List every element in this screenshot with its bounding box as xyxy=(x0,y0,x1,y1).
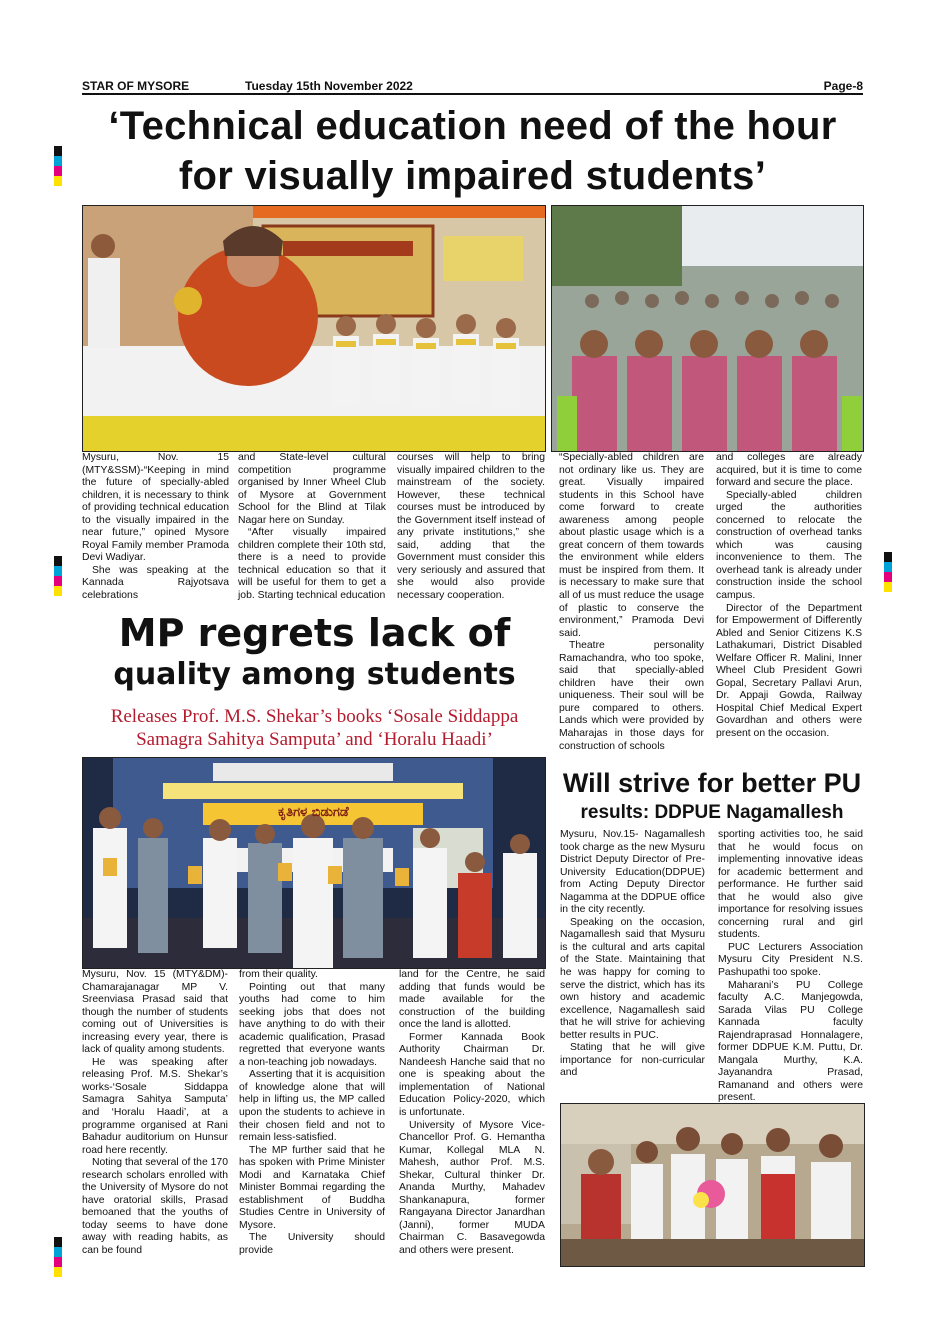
story1-headline xyxy=(82,101,863,201)
stage-photo-illustration xyxy=(83,206,545,451)
registration-bar-middle-left xyxy=(54,556,62,596)
story3-headline-line2: results: DDPUE Nagamallesh xyxy=(580,802,844,823)
story3-column-1: Mysuru, Nov.15- Nagamallesh took charge as the new Mysuru District Deputy Director of Pre-University Education(DDPUE) from Acting Deputy Director Nagamma at the DDPUE office in the city recently. Speaking on the occasion, Nagamallesh said that Mysuru is the cultural and arts capital of the State. Maintaining that he was happy for coming to serve the district, which has its own history and academic excellence, Nagamallesh said that he will strive for achieving better results in PUC. Stating that he will give importance for non-curricular and xyxy=(560,829,705,1079)
masthead-rule xyxy=(82,93,863,95)
registration-bar-bottom xyxy=(54,1237,62,1277)
story3-photo-handover xyxy=(560,1103,865,1267)
registration-bar-middle-right xyxy=(884,552,892,592)
masthead-paper-name: STAR OF MYSORE xyxy=(82,79,190,93)
story2-photo-book-release xyxy=(82,757,546,969)
story2-column-3: land for the Centre, he said adding that funds would be made available for the construction of the building once the land is allotted. Former Kannada Book Authority Chairman Dr. Nandeesh Hanche said that no one is speaking about the implementation of National Education Policy-2020, which is unfortunate. University of Mysore Vice-Chancellor Prof. G. Hemantha Kumar, Kollegal MLA N. Mahesh, author Prof. M.S. Shekar, Cultural thinker Dr. Ananda Murthy, Mahadev Shankanapura, former Rangayana Director Janardhan (Janni), former MUDA Chairman C. Basavegowda and others were present. xyxy=(399,969,545,1257)
story1-headline-line1: ‘Technical education need of the hour xyxy=(108,104,837,148)
story1-column-2: and State-level cultural competition programme organised by Inner Wheel Club of Mysore at Government School for the Blind at Tilak Nagar here on Sunday. “After visually impaired children complete their 10th std, there is a need to provide technical education so that it will be useful for them to get a job. Starting technical education xyxy=(238,452,386,602)
story1-headline-line2: for visually impaired students’ xyxy=(178,154,767,198)
story1-photo-audience xyxy=(551,205,864,452)
story3-headline-line1: Will strive for better PU xyxy=(562,768,862,798)
story2-column-1: Mysuru, Nov. 15 (MTY&DM)-Chamarajanagar MP V. Sreenviasa Prasad said that though the number of students coming out of Universities is increasing every year, there is lack of quality among students. He was speaking after releasing Prof. M.S. Shekar’s works-‘Sosale Siddappa Samagra Sahitya Samputa’ and ‘Horalu Haadi’, at a programme organised at Rani Bahadur auditorium on Hunsur road here recently. Noting that several of the 170 research scholars enrolled with the University of Mysore do not have oratorial skills, Prasad bemoaned that the youths of today seems to have done away with reading habits, as can be found xyxy=(82,969,228,1257)
registration-bar-top xyxy=(54,146,62,186)
story1-column-4: “Specially-abled children are not ordinary like us. They are great. Visually impaired students in this School have come forward to create awareness among people about plastic usage which is a great concern of them towards the environment while elders must be inspired from them. It is necessary to make sure that all of us must reduce the usage of plastic to conserve the environment,” Pramoda Devi said. Theatre personality Ramachandra, who too spoke, said that specially-abled children have their own uniqueness. Their soul will be pure compared to others. Lands which were provided by Maharajas in those days for construction of schools xyxy=(559,452,704,752)
audience-photo-illustration xyxy=(552,206,863,451)
story2-headline-line2: quality among students xyxy=(113,657,516,692)
story1-column-1: Mysuru, Nov. 15 (MTY&SSM)-“Keeping in mind the future of specially-abled children, it is necessary to think of providing technical education to the visually impaired in the near future,” opined Mysore Royal Family member Pramoda Devi Wadiyar. She was speaking at the Kannada Rajyotsava celebrations xyxy=(82,452,229,602)
story1-column-3: courses will help to bring visually impaired children to the mainstream of the society. However, these technical courses must be introduced by the Government itself instead of any private institutions,” she said, adding that the Government must consider this very seriously and assured that she would also provide necessary cooperation. xyxy=(397,452,545,602)
story2-headline-line1: MP regrets lack of xyxy=(118,611,511,655)
story1-photo-stage xyxy=(82,205,546,452)
masthead-date: Tuesday 15th November 2022 xyxy=(245,79,413,93)
stage-banner-text: ಕೃತಿಗಳ ಬಿಡುಗಡೆ xyxy=(278,805,349,820)
book-release-photo-illustration xyxy=(83,758,545,968)
story1-column-5: and colleges are already acquired, but it is time to come forward and secure the place. Specially-abled children urged the authorities concerned to relocate the construction of overhead tanks which was causing inconvenience to them. The overhead tank is already under construction inside the school campus. Director of the Department for Empowerment of Differently Abled and Senior Citizens K.S Lathakumari, District Disabled Welfare Officer R. Malini, Inner Wheel Club President Gowri Gopal, Secretary Pallavi Arun, Dr. Appaji Gowda, Railway Hospital Chief Medical Expert Govardhan and others were present on the occasion. xyxy=(716,452,862,740)
story2-subheadline: Releases Prof. M.S. Shekar’s books ‘Sosale Siddappa Samagra Sahitya Samputa’ and ‘Horalu Haadi’ xyxy=(110,706,519,750)
story2-column-2: from their quality. Pointing out that many youths had come to him seeking jobs that does not have anything to do with their academic qualification, Prasad regretted that everyone wants a non-teaching job nowadays. Asserting that it is acquisition of knowledge alone that will help in lifting us, the MP called upon the students to achieve in their chosen field and not to remain less-satisfied. The MP further said that he has spoken with Prime Minister Modi and Karnataka Chief Minister Bommai regarding the establishment of Buddha Studies Centre in University of Mysore. The University should provide xyxy=(239,969,385,1257)
story3-column-2: sporting activities too, he said that he would focus on implementing innovative ideas for academic betterment and performance. He further said that he would also give importance for resolving issues concerning rural and girl students. PUC Lecturers Association Mysuru City President N.S. Pashupathi too spoke. Maharani’s PU College faculty A.C. Manjegowda, Sarada Vilas PU College Kannada faculty Rajendraprasad Honnalagere, former DDPUE K.M. Puttu, Dr. Mangala Murthy, K.A. Jayanandra Prasad, Ramanand and others were present. xyxy=(718,829,863,1104)
handover-photo-illustration xyxy=(561,1104,864,1266)
masthead-page-number: Page-8 xyxy=(823,79,863,93)
